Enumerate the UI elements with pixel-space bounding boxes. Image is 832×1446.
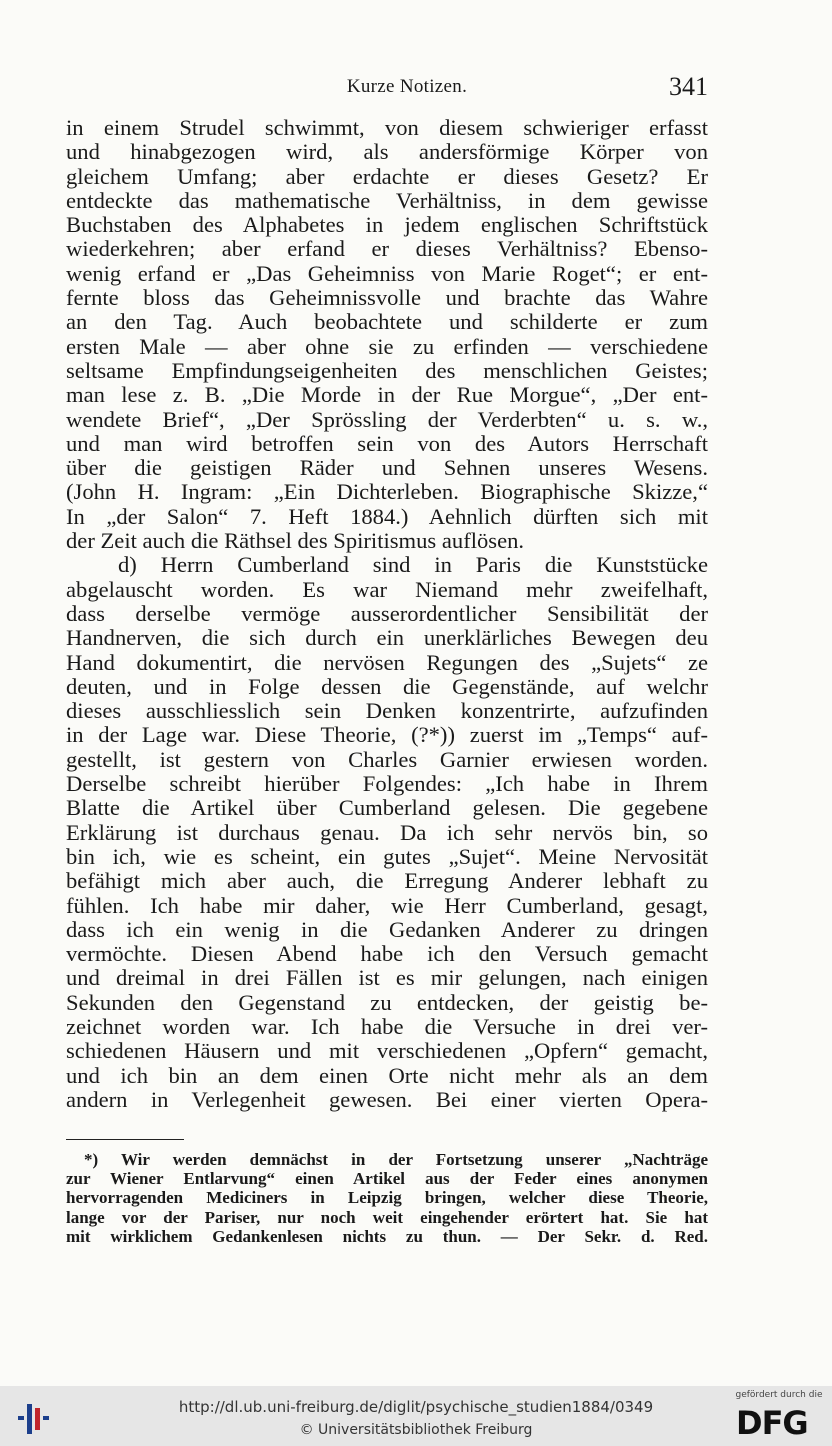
text-line: deuten, und in Folge dessen die Gegenstände, auf welchr [66, 673, 708, 699]
text-line: wenig erfand er „Das Geheimniss von Marie Roget“; er ent- [66, 260, 708, 286]
text-line: befähigt mich aber auch, die Erregung Anderer lebhaft zu [66, 868, 708, 894]
text-line: Buchstaben des Alphabetes in jedem englischen Schriftstück [66, 212, 708, 238]
text-line: man lese z. B. „Die Morde in der Rue Morgue“, „Der ent- [66, 382, 708, 408]
text-line: über die geistigen Räder und Sehnen unseres Wesens. [66, 455, 708, 481]
text-line: wiederkehren; aber erfand er dieses Verhältniss? Ebenso- [66, 236, 708, 262]
viewer-footer [0, 1386, 832, 1446]
footnote-line: mit wirklichem Gedankenlesen nichts zu thun. — Der Sekr. d. Red. [66, 1226, 708, 1246]
footnote-rule [66, 1139, 184, 1140]
text-line: andern in Verlegenheit gewesen. Bei einer vierten Opera- [66, 1086, 708, 1112]
text-line: ersten Male — aber ohne sie zu erfinden — verschiedene [66, 333, 708, 359]
text-line: entdeckte das mathematische Verhältniss, in dem gewisse [66, 187, 708, 213]
text-line: in einem Strudel schwimmt, von diesem schwieriger erfasst [66, 115, 708, 140]
text-line: zeichnet worden war. Ich habe die Versuche in drei ver- [66, 1013, 708, 1039]
text-line: schiedenen Häusern und mit verschiedenen „Opfern“ gemacht, [66, 1038, 708, 1064]
text-line: dieses ausschliesslich sein Denken konzentrirte, aufzufinden [66, 698, 708, 724]
footnote-line: hervorragenden Mediciners in Leipzig bringen, welcher diese Theorie, [66, 1188, 708, 1208]
dfg-logo[interactable] [734, 1390, 824, 1444]
text-line: abgelauscht worden. Es war Niemand mehr zweifelhaft, [66, 576, 708, 602]
text-line: wendete Brief“, „Der Sprössling der Verderbten“ u. s. w., [66, 406, 708, 432]
running-head [66, 70, 708, 104]
dfg-wordmark: DFG [736, 1404, 808, 1442]
text-line: Handnerven, die sich durch ein unerklärliches Bewegen deu [66, 625, 708, 651]
text-line: dass ich ein wenig in die Gedanken Anderer zu dringen [66, 916, 708, 942]
text-line: Derselbe schreibt hierüber Folgendes: „Ich habe in Ihrem [66, 771, 708, 797]
body-text [66, 116, 708, 1112]
text-line: fernte bloss das Geheimnissvolle und brachte das Wahre [66, 285, 708, 311]
text-line: bin ich, wie es scheint, ein gutes „Sujet“. Meine Nervosität [66, 843, 708, 869]
text-line: der Zeit auch die Räthsel des Spiritismus auflösen. [66, 528, 525, 554]
text-line: gestellt, ist gestern von Charles Garnier erwiesen worden. [66, 746, 708, 772]
text-line: Sekunden den Gegenstand zu entdecken, der geistig be- [66, 989, 708, 1015]
text-line: vermöchte. Diesen Abend habe ich den Versuch gemacht [66, 941, 708, 967]
text-line: und man wird betroffen sein von des Autors Herrschaft [66, 430, 708, 456]
footnote-line: lange vor der Pariser, nur noch weit eingehender erörtert hat. Sie hat [66, 1207, 708, 1227]
text-line: in der Lage war. Diese Theorie, (?*)) zuerst im „Temps“ auf- [66, 722, 708, 748]
text-line: Hand dokumentirt, die nervösen Regungen des „Sujets“ ze [66, 649, 708, 675]
text-line: fühlen. Ich habe mir daher, wie Herr Cumberland, gesagt, [66, 892, 708, 918]
text-line: Blatte die Artikel über Cumberland gelesen. Die gegebene [66, 795, 708, 821]
text-line: Erklärung ist durchaus genau. Da ich sehr nervös bin, so [66, 819, 708, 845]
source-url[interactable]: http://dl.ub.uni-freiburg.de/diglit/psychische_studien1884/0349 [178, 1398, 654, 1416]
text-line: und ich bin an dem einen Orte nicht mehr als an dem [66, 1062, 708, 1088]
text-line: In „der Salon“ 7. Heft 1884.) Aehnlich dürften sich mit [66, 503, 708, 529]
text-line: gleichem Umfang; aber erdachte er dieses Gesetz? Er [66, 163, 708, 189]
dfg-caption: gefördert durch die [735, 1390, 823, 1400]
footnote [66, 1150, 708, 1246]
text-line: d) Herrn Cumberland sind in Paris die Kunststücke [118, 552, 708, 578]
text-line: seltsame Empfindungseigenheiten des menschlichen Geistes; [66, 357, 708, 383]
footnote-line: zur Wiener Entlarvung“ einen Artikel aus der Feder eines anonymen [66, 1169, 708, 1189]
text-line: und hinabgezogen wird, als andersförmige Körper von [66, 139, 708, 165]
text-line: dass derselbe vermöge ausserordentlicher Sensibilität der [66, 600, 708, 626]
page-number: 341 [669, 72, 708, 101]
text-line: und dreimal in drei Fällen ist es mir gelungen, nach einigen [66, 965, 708, 991]
text-line: an den Tag. Auch beobachtete und schilderte er zum [66, 309, 708, 335]
copyright-notice: © Universitätsbibliothek Freiburg [299, 1422, 533, 1438]
text-line: (John H. Ingram: „Ein Dichterleben. Biographische Skizze,“ [66, 479, 708, 505]
footnote-line: *) Wir werden demnächst in der Fortsetzung unserer „Nachträge [84, 1150, 708, 1169]
running-title: Kurze Notizen. [346, 76, 468, 97]
